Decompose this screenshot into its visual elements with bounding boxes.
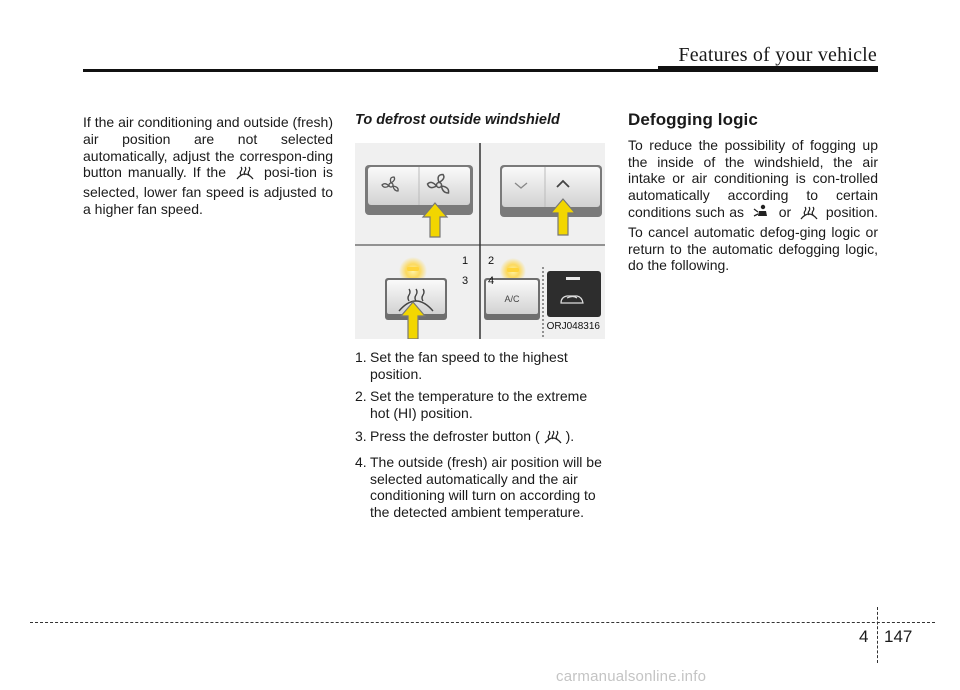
- footer-divider: [877, 607, 878, 663]
- ac-button-label: A/C: [504, 293, 520, 304]
- column-right: [628, 112, 878, 274]
- heading-defogging-logic: Defogging logic: [628, 110, 758, 129]
- step-number: 4.: [355, 453, 367, 470]
- chapter-number: 4: [859, 627, 869, 646]
- paragraph-text-part2: posi-tion is selected, lower fan speed is adjusted to a higher fan speed.: [83, 164, 334, 217]
- paragraph-or: or: [778, 203, 792, 220]
- step-number: 2.: [355, 388, 367, 405]
- defogging-paragraph: [628, 137, 878, 274]
- list-item: [355, 349, 605, 383]
- paragraph-text-part2: position. To cancel automatic defog-ging logic or return to the automatic defogging logic, do the following.: [628, 203, 879, 274]
- panel-label-1: 1: [462, 254, 469, 267]
- front-defrost-icon: [235, 166, 255, 184]
- panel-label-3: 3: [462, 274, 469, 287]
- watermark: carmanualsonline.info: [556, 668, 707, 685]
- list-item: [355, 388, 605, 422]
- panel-fan-buttons: [365, 165, 473, 215]
- paragraph-text-part1: If the air conditioning and outside (fresh) air position are not selected automatically, adjust the correspon-ding button manually. If the: [83, 114, 333, 181]
- paragraph-text-part1: To reduce the possibility of fogging up the inside of the windshield, the air intake or air conditioning is con-trolled automatically according to certain conditions such as: [628, 136, 878, 220]
- panel-label-4: 4: [488, 274, 495, 287]
- control-panel-illustration: [355, 143, 605, 339]
- front-defrost-icon: [543, 430, 563, 448]
- step-text: Set the temperature to the extreme hot (HI) position.: [370, 388, 588, 422]
- header-rule-accent: [658, 66, 878, 70]
- step-number: 1.: [355, 348, 367, 365]
- panel-label-2: 2: [488, 254, 495, 267]
- subheading-defrost: To defrost outside windshield: [355, 112, 560, 128]
- defrost-steps-list: [355, 349, 605, 521]
- list-item: [355, 454, 605, 521]
- footer-rule: [30, 622, 935, 623]
- fan-speed-paragraph: [83, 114, 333, 218]
- floor-defrost-icon: [751, 204, 771, 224]
- figure-caption: ORJ048316: [545, 319, 602, 336]
- step-number: 3.: [355, 427, 367, 444]
- column-middle: [355, 112, 605, 527]
- page-number: 147: [884, 627, 913, 646]
- step-text: The outside (fresh) air position will be selected automatically and the air conditioning will turn on according to the detected ambient temperature.: [370, 453, 602, 521]
- front-defrost-icon: [799, 206, 819, 224]
- step-text: ).: [565, 427, 575, 444]
- list-item: [355, 428, 605, 448]
- section-title: Features of your vehicle: [678, 44, 877, 66]
- column-left: [83, 114, 333, 218]
- step-text: Set the fan speed to the highest position.: [370, 348, 568, 382]
- step-text: Press the defroster button (: [370, 427, 540, 444]
- panel-temperature-buttons: [500, 165, 602, 217]
- control-panel-figure: [355, 143, 605, 339]
